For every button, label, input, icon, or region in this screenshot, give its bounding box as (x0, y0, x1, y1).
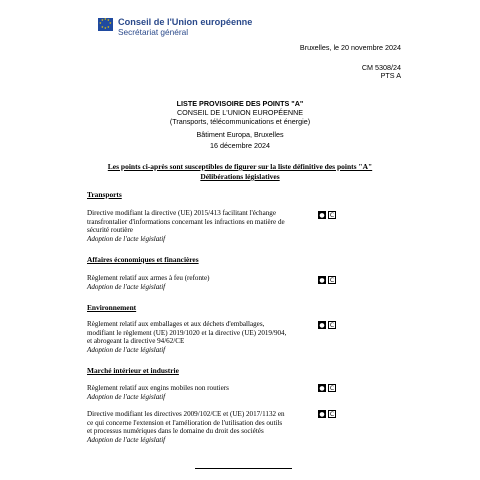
agenda-item (87, 274, 312, 291)
deliberations-heading: Délibérations législatives (200, 172, 280, 181)
item-markers (318, 276, 338, 285)
item-text-line: Règlement relatif aux engins mobiles non routiers (87, 384, 229, 392)
item-markers (318, 384, 338, 393)
section-heading-ecofin: Affaires économiques et financières (87, 255, 199, 264)
filled-marker-icon: ● (319, 212, 325, 219)
item-text-line: et abrogeant la directive 94/62/CE (87, 337, 185, 346)
item-markers (318, 410, 338, 419)
item-text-line: Directive modifiant les directives 2009/102/CE et (UE) 2017/1132 en (87, 410, 285, 418)
item-text-line: transfrontalier d'informations concernant les infractions en matière de (87, 217, 285, 226)
section-heading-marche-interieur: Marché intérieur et industrie (87, 366, 179, 375)
meeting-venue: Bâtiment Europa, Bruxelles (196, 130, 284, 139)
item-markers (318, 321, 338, 330)
item-text-line: et processus numériques dans le domaine du droit des sociétés (87, 427, 264, 436)
filled-marker-icon: ● (319, 322, 325, 329)
section-heading-environnement: Environnement (87, 303, 137, 312)
open-marker-icon: C (329, 322, 335, 329)
open-marker-icon: C (329, 411, 335, 418)
item-text-line: Directive modifiant la directive (UE) 2015/413 facilitant l'échange (87, 209, 276, 217)
item-text-line: Règlement relatif aux emballages et aux déchets d'emballages, (87, 320, 265, 328)
item-text-line: ce qui concerne l'extension et l'amélioration de l'utilisation des outils (87, 418, 283, 427)
filled-marker-icon: ● (319, 385, 325, 392)
item-adoption: Adoption de l'acte législatif (87, 282, 166, 291)
agenda-item (87, 384, 312, 401)
footer-divider (195, 468, 292, 469)
filled-marker-icon: ● (319, 411, 325, 418)
item-markers (318, 211, 338, 220)
intro-line: Les points ci-après sont susceptibles de figurer sur la liste définitive des points "A" (107, 162, 373, 171)
open-marker-icon: C (329, 385, 335, 392)
open-marker-icon: C (329, 212, 335, 219)
item-adoption: Adoption de l'acte législatif (87, 234, 166, 243)
agenda-item (87, 209, 312, 243)
org-name: Conseil de l'Union européenne (118, 17, 253, 27)
item-adoption: Adoption de l'acte législatif (87, 345, 166, 354)
open-marker-icon: C (329, 277, 335, 284)
item-text-line: Règlement relatif aux armes à feu (refonte) (87, 274, 210, 282)
item-text-line: modifiant le règlement (UE) 2019/1020 et la directive (UE) 2019/904, (87, 328, 287, 337)
meeting-date: 16 décembre 2024 (210, 141, 270, 150)
item-text-line: sécurité routière (87, 226, 133, 235)
council-formation: (Transports, télécommunications et énergie) (169, 117, 311, 126)
council-name: CONSEIL DE L'UNION EUROPÉENNE (176, 108, 304, 117)
org-subtitle: Secrétariat général (118, 27, 189, 37)
eu-flag-icon: ★ ★ ★ ★ ★ ★ ★ ★ (99, 17, 112, 30)
filled-marker-icon: ● (319, 277, 325, 284)
agenda-item (87, 320, 312, 354)
section-heading-transports: Transports (87, 190, 122, 199)
document-number: CM 5308/24 (361, 63, 401, 72)
document-type: PTS A (380, 71, 401, 80)
council-logo (98, 18, 258, 38)
item-adoption: Adoption de l'acte législatif (87, 435, 166, 444)
agenda-item (87, 410, 312, 444)
list-title: LISTE PROVISOIRE DES POINTS "A" (176, 99, 304, 108)
item-adoption: Adoption de l'acte législatif (87, 392, 166, 401)
place-date: Bruxelles, le 20 novembre 2024 (299, 43, 401, 52)
